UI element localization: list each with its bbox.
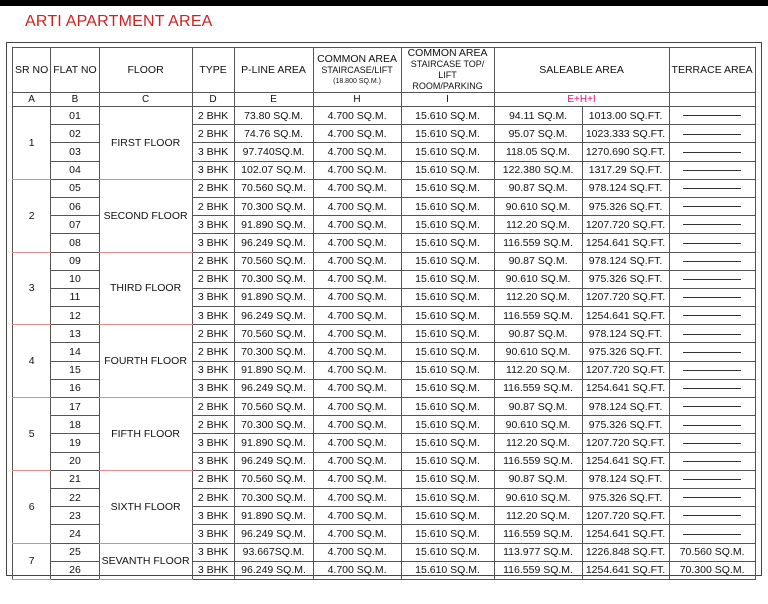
saleable-sqft-cell: 975.326 SQ.FT. xyxy=(582,416,669,434)
saleable-sqm-cell: 116.559 SQ.M. xyxy=(494,452,582,470)
type-cell: 3 BHK xyxy=(192,234,234,252)
table-row xyxy=(13,543,756,561)
type-cell: 3 BHK xyxy=(192,507,234,525)
flat-no-cell: 15 xyxy=(51,361,99,379)
saleable-sqft-cell: 1254.641 SQ.FT. xyxy=(582,379,669,397)
saleable-sqft-cell: 1207.720 SQ.FT. xyxy=(582,361,669,379)
pline-area-cell: 96.249 SQ.M. xyxy=(234,234,313,252)
type-cell: 2 BHK xyxy=(192,343,234,361)
pline-area-cell: 74.76 SQ.M. xyxy=(234,125,313,143)
terrace-area-cell xyxy=(669,379,755,397)
pline-area-cell: 91.890 SQ.M. xyxy=(234,361,313,379)
flat-no-cell: 19 xyxy=(51,434,99,452)
common-area-h-cell: 4.700 SQ.M. xyxy=(313,416,401,434)
terrace-area-cell xyxy=(669,470,755,488)
terrace-area-cell xyxy=(669,361,755,379)
saleable-sqft-cell: 1207.720 SQ.FT. xyxy=(582,288,669,306)
blank-line xyxy=(683,206,741,207)
common-area-h-cell: 4.700 SQ.M. xyxy=(313,252,401,270)
blank-line xyxy=(683,406,741,407)
sr-no-cell: 7 xyxy=(13,543,51,579)
type-cell: 3 BHK xyxy=(192,452,234,470)
common-area-h-cell: 4.700 SQ.M. xyxy=(313,216,401,234)
flat-no-cell: 14 xyxy=(51,343,99,361)
pline-area-cell: 70.300 SQ.M. xyxy=(234,270,313,288)
floor-cell: FOURTH FLOOR xyxy=(99,325,192,398)
common-area-i-cell: 15.610 SQ.M. xyxy=(401,434,494,452)
common-area-i-cell: 15.610 SQ.M. xyxy=(401,561,494,579)
saleable-sqm-cell: 118.05 SQ.M. xyxy=(494,143,582,161)
common-area-h-cell: 4.700 SQ.M. xyxy=(313,434,401,452)
blank-line xyxy=(683,534,741,535)
type-cell: 3 BHK xyxy=(192,434,234,452)
col-formula: E+H+I xyxy=(494,93,669,107)
type-cell: 3 BHK xyxy=(192,307,234,325)
blank-line xyxy=(683,461,741,462)
table-row xyxy=(13,325,756,343)
saleable-sqm-cell: 90.87 SQ.M. xyxy=(494,252,582,270)
blank-line xyxy=(683,334,741,335)
common-area-h-cell: 4.700 SQ.M. xyxy=(313,107,401,125)
pline-area-cell: 102.07 SQ.M. xyxy=(234,161,313,179)
pline-area-cell: 70.300 SQ.M. xyxy=(234,416,313,434)
blank-line xyxy=(683,515,741,516)
common-area-i-cell: 15.610 SQ.M. xyxy=(401,288,494,306)
blank-line xyxy=(683,170,741,171)
common-area-h-cell: 4.700 SQ.M. xyxy=(313,288,401,306)
common-area-h-cell: 4.700 SQ.M. xyxy=(313,343,401,361)
common-area-i-cell: 15.610 SQ.M. xyxy=(401,488,494,506)
common-area-i-cell: 15.610 SQ.M. xyxy=(401,361,494,379)
common-area-h-cell: 4.700 SQ.M. xyxy=(313,234,401,252)
header-floor: FLOOR xyxy=(99,48,192,93)
type-cell: 2 BHK xyxy=(192,416,234,434)
type-cell: 3 BHK xyxy=(192,216,234,234)
common-area-h-cell: 4.700 SQ.M. xyxy=(313,398,401,416)
pline-area-cell: 97.740SQ.M. xyxy=(234,143,313,161)
type-cell: 2 BHK xyxy=(192,252,234,270)
terrace-area-cell xyxy=(669,343,755,361)
col-letter-a: A xyxy=(13,93,51,107)
floor-cell: SECOND FLOOR xyxy=(99,179,192,252)
terrace-area-cell xyxy=(669,270,755,288)
saleable-sqft-cell: 1023.333 SQ.FT. xyxy=(582,125,669,143)
pline-area-cell: 96.249 SQ.M. xyxy=(234,379,313,397)
common-area-i-cell: 15.610 SQ.M. xyxy=(401,216,494,234)
saleable-sqm-cell: 116.559 SQ.M. xyxy=(494,561,582,579)
saleable-sqft-cell: 1254.641 SQ.FT. xyxy=(582,452,669,470)
terrace-area-cell xyxy=(669,434,755,452)
common-area-i-cell: 15.610 SQ.M. xyxy=(401,470,494,488)
flat-no-cell: 20 xyxy=(51,452,99,470)
type-cell: 3 BHK xyxy=(192,161,234,179)
common-area-i-cell: 15.610 SQ.M. xyxy=(401,325,494,343)
saleable-sqft-cell: 975.326 SQ.FT. xyxy=(582,343,669,361)
saleable-sqft-cell: 1254.641 SQ.FT. xyxy=(582,234,669,252)
header-pline-area: P-LINE AREA xyxy=(234,48,313,93)
type-cell: 2 BHK xyxy=(192,125,234,143)
common-area-i-cell: 15.610 SQ.M. xyxy=(401,179,494,197)
type-cell: 2 BHK xyxy=(192,270,234,288)
pline-area-cell: 70.560 SQ.M. xyxy=(234,252,313,270)
common-area-i-cell: 15.610 SQ.M. xyxy=(401,525,494,543)
common-area-i-cell: 15.610 SQ.M. xyxy=(401,379,494,397)
terrace-area-cell xyxy=(669,161,755,179)
saleable-sqm-cell: 90.87 SQ.M. xyxy=(494,398,582,416)
common-area-h-cell: 4.700 SQ.M. xyxy=(313,179,401,197)
col-letter-e: E xyxy=(234,93,313,107)
type-cell: 3 BHK xyxy=(192,525,234,543)
saleable-sqm-cell: 113.977 SQ.M. xyxy=(494,543,582,561)
saleable-sqft-cell: 978.124 SQ.FT. xyxy=(582,179,669,197)
saleable-sqm-cell: 94.11 SQ.M. xyxy=(494,107,582,125)
pline-area-cell: 91.890 SQ.M. xyxy=(234,288,313,306)
type-cell: 3 BHK xyxy=(192,361,234,379)
table-row xyxy=(13,252,756,270)
pline-area-cell: 73.80 SQ.M. xyxy=(234,107,313,125)
blank-line xyxy=(683,224,741,225)
terrace-area-cell xyxy=(669,398,755,416)
pline-area-cell: 91.890 SQ.M. xyxy=(234,434,313,452)
terrace-area-cell xyxy=(669,288,755,306)
common-area-h-cell: 4.700 SQ.M. xyxy=(313,525,401,543)
common-area-h-cell: 4.700 SQ.M. xyxy=(313,488,401,506)
pline-area-cell: 91.890 SQ.M. xyxy=(234,216,313,234)
flat-no-cell: 17 xyxy=(51,398,99,416)
flat-no-cell: 16 xyxy=(51,379,99,397)
sr-no-cell: 6 xyxy=(13,470,51,543)
common-area-i-cell: 15.610 SQ.M. xyxy=(401,507,494,525)
blank-line xyxy=(683,315,741,316)
common-area-h-cell: 4.700 SQ.M. xyxy=(313,307,401,325)
saleable-sqft-cell: 975.326 SQ.FT. xyxy=(582,488,669,506)
col-letter-i: I xyxy=(401,93,494,107)
blank-line xyxy=(683,115,741,116)
terrace-area-cell xyxy=(669,416,755,434)
saleable-sqft-cell: 1254.641 SQ.FT. xyxy=(582,307,669,325)
saleable-sqm-cell: 90.87 SQ.M. xyxy=(494,325,582,343)
saleable-sqm-cell: 116.559 SQ.M. xyxy=(494,525,582,543)
common-area-h-cell: 4.700 SQ.M. xyxy=(313,270,401,288)
terrace-area-cell: 70.300 SQ.M. xyxy=(669,561,755,579)
saleable-sqft-cell: 1254.641 SQ.FT. xyxy=(582,561,669,579)
flat-no-cell: 03 xyxy=(51,143,99,161)
terrace-area-cell xyxy=(669,234,755,252)
common-area-i-cell: 15.610 SQ.M. xyxy=(401,270,494,288)
flat-no-cell: 07 xyxy=(51,216,99,234)
flat-no-cell: 08 xyxy=(51,234,99,252)
saleable-sqft-cell: 1207.720 SQ.FT. xyxy=(582,434,669,452)
blank-line xyxy=(683,261,741,262)
common-area-h-cell: 4.700 SQ.M. xyxy=(313,361,401,379)
terrace-area-cell xyxy=(669,252,755,270)
flat-no-cell: 01 xyxy=(51,107,99,125)
saleable-sqft-cell: 978.124 SQ.FT. xyxy=(582,252,669,270)
common-area-h-cell: 4.700 SQ.M. xyxy=(313,507,401,525)
saleable-sqft-cell: 1317.29 SQ.FT. xyxy=(582,161,669,179)
saleable-sqm-cell: 90.87 SQ.M. xyxy=(494,470,582,488)
table-row xyxy=(13,470,756,488)
page-title: ARTI APARTMENT AREA xyxy=(25,13,213,30)
common-area-h-cell: 4.700 SQ.M. xyxy=(313,197,401,215)
saleable-sqm-cell: 95.07 SQ.M. xyxy=(494,125,582,143)
floor-cell: THIRD FLOOR xyxy=(99,252,192,325)
common2-sub: STAIRCASE TOP/ LIFT ROOM/PARKING xyxy=(410,59,485,91)
saleable-sqm-cell: 112.20 SQ.M. xyxy=(494,288,582,306)
pline-area-cell: 91.890 SQ.M. xyxy=(234,507,313,525)
floor-cell: FIRST FLOOR xyxy=(99,107,192,180)
saleable-sqm-cell: 90.610 SQ.M. xyxy=(494,488,582,506)
type-cell: 2 BHK xyxy=(192,488,234,506)
table-body xyxy=(13,107,756,580)
saleable-sqm-cell: 116.559 SQ.M. xyxy=(494,379,582,397)
terrace-area-cell xyxy=(669,197,755,215)
blank-line xyxy=(683,497,741,498)
blank-line xyxy=(683,443,741,444)
saleable-sqm-cell: 112.20 SQ.M. xyxy=(494,361,582,379)
terrace-area-cell xyxy=(669,307,755,325)
col-letter-b: B xyxy=(51,93,99,107)
saleable-sqft-cell: 978.124 SQ.FT. xyxy=(582,398,669,416)
sr-no-cell: 5 xyxy=(13,398,51,471)
saleable-sqm-cell: 116.559 SQ.M. xyxy=(494,307,582,325)
header-common-area-staircase xyxy=(313,48,401,93)
sr-no-cell: 3 xyxy=(13,252,51,325)
terrace-area-cell: 70.560 SQ.M. xyxy=(669,543,755,561)
type-cell: 3 BHK xyxy=(192,379,234,397)
type-cell: 2 BHK xyxy=(192,398,234,416)
col-letter-terrace xyxy=(669,93,755,107)
blank-line xyxy=(683,370,741,371)
table-row xyxy=(13,179,756,197)
saleable-sqm-cell: 90.87 SQ.M. xyxy=(494,179,582,197)
flat-no-cell: 18 xyxy=(51,416,99,434)
saleable-sqm-cell: 112.20 SQ.M. xyxy=(494,434,582,452)
saleable-sqm-cell: 112.20 SQ.M. xyxy=(494,507,582,525)
header-saleable-area: SALEABLE AREA xyxy=(494,48,669,93)
pline-area-cell: 70.560 SQ.M. xyxy=(234,325,313,343)
blank-line xyxy=(683,479,741,480)
flat-no-cell: 12 xyxy=(51,307,99,325)
saleable-sqm-cell: 90.610 SQ.M. xyxy=(494,270,582,288)
floor-cell: FIFTH FLOOR xyxy=(99,398,192,471)
common-area-i-cell: 15.610 SQ.M. xyxy=(401,143,494,161)
column-letter-row xyxy=(13,93,756,107)
flat-no-cell: 05 xyxy=(51,179,99,197)
common1-sub: STAIRCASE/LIFT xyxy=(321,64,393,75)
header-type: TYPE xyxy=(192,48,234,93)
header-flat-no: FLAT NO xyxy=(51,48,99,93)
sr-no-cell: 4 xyxy=(13,325,51,398)
blank-line xyxy=(683,388,741,389)
saleable-sqft-cell: 1013.00 SQ.FT. xyxy=(582,107,669,125)
common-area-i-cell: 15.610 SQ.M. xyxy=(401,343,494,361)
common-area-h-cell: 4.700 SQ.M. xyxy=(313,143,401,161)
header-terrace-area: TERRACE AREA xyxy=(669,48,755,93)
common-area-i-cell: 15.610 SQ.M. xyxy=(401,125,494,143)
terrace-area-cell xyxy=(669,325,755,343)
saleable-sqft-cell: 975.326 SQ.FT. xyxy=(582,197,669,215)
saleable-sqft-cell: 1270.690 SQ.FT. xyxy=(582,143,669,161)
common1-note: (18.800 SQ.M.) xyxy=(333,77,381,85)
flat-no-cell: 23 xyxy=(51,507,99,525)
table-row xyxy=(13,398,756,416)
blank-line xyxy=(683,352,741,353)
flat-no-cell: 04 xyxy=(51,161,99,179)
pline-area-cell: 96.249 SQ.M. xyxy=(234,307,313,325)
common2-title: COMMON AREA xyxy=(407,47,488,59)
saleable-sqft-cell: 978.124 SQ.FT. xyxy=(582,470,669,488)
common-area-i-cell: 15.610 SQ.M. xyxy=(401,307,494,325)
flat-no-cell: 24 xyxy=(51,525,99,543)
terrace-area-cell xyxy=(669,452,755,470)
header-common-area-parking xyxy=(401,48,494,93)
header-row xyxy=(13,48,756,93)
flat-no-cell: 02 xyxy=(51,125,99,143)
pline-area-cell: 70.560 SQ.M. xyxy=(234,179,313,197)
pline-area-cell: 70.560 SQ.M. xyxy=(234,398,313,416)
blank-line xyxy=(683,425,741,426)
common-area-h-cell: 4.700 SQ.M. xyxy=(313,325,401,343)
common-area-i-cell: 15.610 SQ.M. xyxy=(401,252,494,270)
saleable-sqm-cell: 90.610 SQ.M. xyxy=(494,416,582,434)
saleable-sqm-cell: 90.610 SQ.M. xyxy=(494,197,582,215)
pline-area-cell: 96.249 SQ.M. xyxy=(234,452,313,470)
pline-area-cell: 70.300 SQ.M. xyxy=(234,343,313,361)
common-area-h-cell: 4.700 SQ.M. xyxy=(313,379,401,397)
floor-cell: SIXTH FLOOR xyxy=(99,470,192,543)
terrace-area-cell xyxy=(669,125,755,143)
common-area-i-cell: 15.610 SQ.M. xyxy=(401,107,494,125)
saleable-sqft-cell: 1207.720 SQ.FT. xyxy=(582,216,669,234)
terrace-area-cell xyxy=(669,179,755,197)
type-cell: 2 BHK xyxy=(192,179,234,197)
common-area-i-cell: 15.610 SQ.M. xyxy=(401,543,494,561)
floor-cell: SEVANTH FLOOR xyxy=(99,543,192,579)
flat-no-cell: 26 xyxy=(51,561,99,579)
flat-no-cell: 13 xyxy=(51,325,99,343)
saleable-sqm-cell: 122.380 SQ.M. xyxy=(494,161,582,179)
type-cell: 3 BHK xyxy=(192,561,234,579)
blank-line xyxy=(683,188,741,189)
flat-no-cell: 25 xyxy=(51,543,99,561)
type-cell: 3 BHK xyxy=(192,288,234,306)
terrace-area-cell xyxy=(669,525,755,543)
type-cell: 2 BHK xyxy=(192,107,234,125)
pline-area-cell: 70.300 SQ.M. xyxy=(234,488,313,506)
saleable-sqm-cell: 112.20 SQ.M. xyxy=(494,216,582,234)
common-area-i-cell: 15.610 SQ.M. xyxy=(401,197,494,215)
common-area-i-cell: 15.610 SQ.M. xyxy=(401,452,494,470)
common-area-h-cell: 4.700 SQ.M. xyxy=(313,125,401,143)
saleable-sqm-cell: 90.610 SQ.M. xyxy=(494,343,582,361)
flat-no-cell: 06 xyxy=(51,197,99,215)
saleable-sqft-cell: 975.326 SQ.FT. xyxy=(582,270,669,288)
flat-no-cell: 22 xyxy=(51,488,99,506)
type-cell: 3 BHK xyxy=(192,543,234,561)
type-cell: 2 BHK xyxy=(192,197,234,215)
table-row xyxy=(13,107,756,125)
top-bar xyxy=(0,0,768,6)
blank-line xyxy=(683,297,741,298)
saleable-sqft-cell: 1226.848 SQ.FT. xyxy=(582,543,669,561)
col-letter-h: H xyxy=(313,93,401,107)
flat-no-cell: 21 xyxy=(51,470,99,488)
common-area-i-cell: 15.610 SQ.M. xyxy=(401,234,494,252)
terrace-area-cell xyxy=(669,107,755,125)
header-sr-no: SR NO xyxy=(13,48,51,93)
blank-line xyxy=(683,152,741,153)
type-cell: 2 BHK xyxy=(192,470,234,488)
terrace-area-cell xyxy=(669,488,755,506)
pline-area-cell: 96.249 SQ.M. xyxy=(234,525,313,543)
common-area-h-cell: 4.700 SQ.M. xyxy=(313,470,401,488)
saleable-sqm-cell: 116.559 SQ.M. xyxy=(494,234,582,252)
common-area-i-cell: 15.610 SQ.M. xyxy=(401,416,494,434)
pline-area-cell: 93.667SQ.M. xyxy=(234,543,313,561)
pline-area-cell: 96.249 SQ.M. xyxy=(234,561,313,579)
common-area-h-cell: 4.700 SQ.M. xyxy=(313,543,401,561)
common-area-h-cell: 4.700 SQ.M. xyxy=(313,452,401,470)
common-area-i-cell: 15.610 SQ.M. xyxy=(401,398,494,416)
terrace-area-cell xyxy=(669,507,755,525)
blank-line xyxy=(683,279,741,280)
blank-line xyxy=(683,243,741,244)
type-cell: 2 BHK xyxy=(192,325,234,343)
common1-title: COMMON AREA xyxy=(317,52,398,65)
col-letter-d: D xyxy=(192,93,234,107)
sr-no-cell: 2 xyxy=(13,179,51,252)
terrace-area-cell xyxy=(669,216,755,234)
common-area-h-cell: 4.700 SQ.M. xyxy=(313,161,401,179)
flat-no-cell: 11 xyxy=(51,288,99,306)
flat-no-cell: 10 xyxy=(51,270,99,288)
saleable-sqft-cell: 1207.720 SQ.FT. xyxy=(582,507,669,525)
sr-no-cell: 1 xyxy=(13,107,51,180)
pline-area-cell: 70.560 SQ.M. xyxy=(234,470,313,488)
common-area-h-cell: 4.700 SQ.M. xyxy=(313,561,401,579)
blank-line xyxy=(683,134,741,135)
flat-no-cell: 09 xyxy=(51,252,99,270)
saleable-sqft-cell: 978.124 SQ.FT. xyxy=(582,325,669,343)
terrace-area-cell xyxy=(669,143,755,161)
saleable-sqft-cell: 1254.641 SQ.FT. xyxy=(582,525,669,543)
pline-area-cell: 70.300 SQ.M. xyxy=(234,197,313,215)
type-cell: 3 BHK xyxy=(192,143,234,161)
col-letter-c: C xyxy=(99,93,192,107)
common-area-i-cell: 15.610 SQ.M. xyxy=(401,161,494,179)
apartment-area-table xyxy=(12,47,756,580)
